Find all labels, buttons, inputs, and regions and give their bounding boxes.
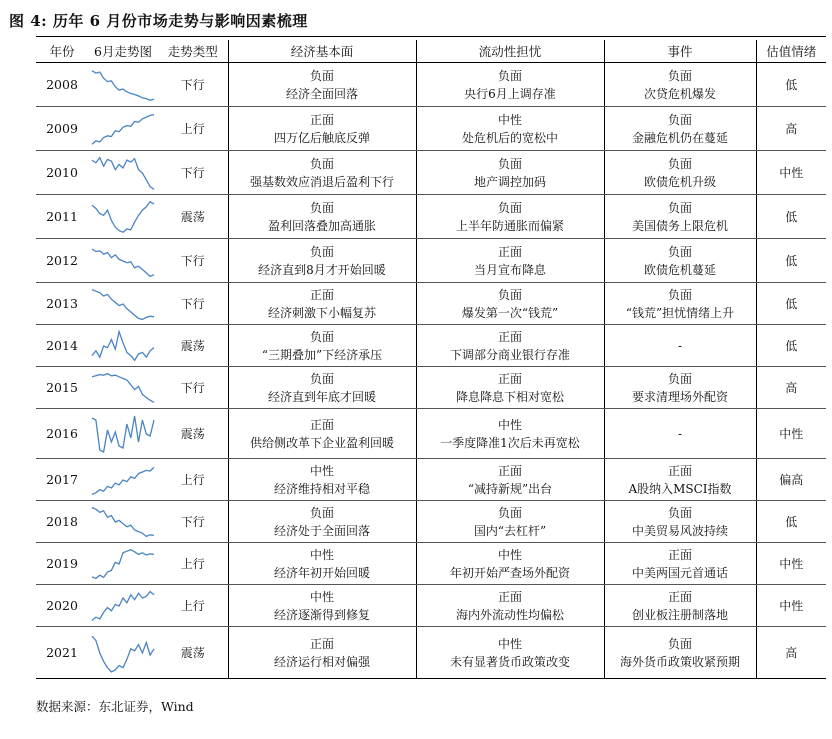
economy-cell-line: 负面 (309, 371, 334, 386)
liquidity-cell (416, 195, 604, 239)
year-cell: 2020 (36, 585, 88, 627)
event-cell (604, 543, 756, 585)
year-cell: 2017 (36, 459, 88, 501)
liquidity-cell-line: 中性 (497, 112, 522, 127)
economy-cell-line: 正面 (309, 287, 334, 302)
liquidity-cell-line: 负面 (497, 68, 522, 83)
economy-cell-line: 经济刺激下小幅复苏 (267, 305, 376, 320)
june-trend-sparkline (90, 328, 156, 364)
economy-cell-line: “三期叠加”下经济承压 (261, 347, 383, 362)
table-row (36, 239, 826, 283)
liquidity-cell-line: 负面 (497, 156, 522, 171)
economy-cell (228, 409, 416, 459)
economy-cell-line: 中性 (309, 463, 334, 478)
economy-cell (228, 543, 416, 585)
sparkline-cell (88, 239, 158, 283)
economy-cell (228, 459, 416, 501)
table-row (36, 459, 826, 501)
event-cell (604, 459, 756, 501)
liquidity-cell (416, 367, 604, 409)
economy-cell (228, 107, 416, 151)
economy-cell-line: 正面 (309, 417, 334, 432)
event-cell-line: 美国债务上限危机 (631, 218, 728, 233)
liquidity-cell-line: 当月宣布降息 (473, 262, 546, 277)
liquidity-cell-line: 上半年防通胀而偏紧 (455, 218, 564, 233)
table-row (36, 501, 826, 543)
economy-cell-line: 经济直到8月才开始回暖 (258, 262, 386, 277)
liquidity-cell-line: 负面 (497, 200, 522, 215)
sparkline-series (92, 201, 154, 232)
event-cell (604, 195, 756, 239)
table-row (36, 325, 826, 367)
valuation-cell: 中性 (756, 409, 826, 459)
event-cell-line: 要求清理场外配资 (631, 389, 728, 404)
table-row (36, 367, 826, 409)
trend-type-cell: 震荡 (158, 325, 228, 367)
valuation-cell: 中性 (756, 543, 826, 585)
liquidity-cell-line: 正面 (497, 371, 522, 386)
event-cell-line: 正面 (667, 589, 692, 604)
year-cell: 2010 (36, 151, 88, 195)
liquidity-cell-line: 降息降息下相对宽松 (455, 389, 564, 404)
sparkline-cell (88, 627, 158, 679)
economy-cell (228, 585, 416, 627)
economy-cell-line: 负面 (309, 329, 334, 344)
economy-cell-line: 负面 (309, 156, 334, 171)
valuation-cell: 低 (756, 63, 826, 107)
event-cell (604, 151, 756, 195)
liquidity-cell-line: 年初开始严查场外配资 (449, 565, 570, 580)
economy-cell-line: 中性 (309, 547, 334, 562)
sparkline-cell (88, 195, 158, 239)
liquidity-cell (416, 543, 604, 585)
valuation-cell: 中性 (756, 585, 826, 627)
june-trend-sparkline (90, 198, 156, 236)
event-cell-line: 负面 (667, 156, 692, 171)
economy-cell-line: 正面 (309, 636, 334, 651)
trend-type-cell: 上行 (158, 585, 228, 627)
economy-cell-line: 强基数效应消退后盈利下行 (249, 174, 394, 189)
figure-title: 图 4: 历年 6 月份市场走势与影响因素梳理 (9, 12, 308, 30)
economy-cell-line: 负面 (309, 505, 334, 520)
liquidity-cell-line: 正面 (497, 463, 522, 478)
year-cell: 2015 (36, 367, 88, 409)
year-cell: 2013 (36, 283, 88, 325)
event-cell-line: 海外货币政策收紧预期 (619, 654, 740, 669)
liquidity-cell-line: 正面 (497, 329, 522, 344)
year-cell: 2012 (36, 239, 88, 283)
liquidity-cell-line: 中性 (497, 417, 522, 432)
sparkline-cell (88, 459, 158, 501)
event-cell-line: - (677, 426, 683, 441)
valuation-cell: 低 (756, 239, 826, 283)
event-cell-line: 负面 (667, 287, 692, 302)
trend-type-cell: 下行 (158, 239, 228, 283)
economy-cell (228, 283, 416, 325)
economy-cell-line: 经济全面回落 (285, 86, 358, 101)
june-trend-sparkline (90, 370, 156, 406)
year-cell: 2018 (36, 501, 88, 543)
trend-factor-table (36, 40, 826, 679)
year-cell: 2021 (36, 627, 88, 679)
liquidity-cell (416, 459, 604, 501)
col-header-trend: 走势类型 (158, 40, 228, 63)
liquidity-cell-line: 负面 (497, 505, 522, 520)
economy-cell-line: 负面 (309, 68, 334, 83)
economy-cell-line: 经济直到年底才回暖 (267, 389, 376, 404)
event-cell (604, 501, 756, 543)
sparkline-series (92, 416, 154, 452)
june-trend-sparkline (90, 504, 156, 540)
june-trend-sparkline (90, 66, 156, 104)
valuation-cell: 低 (756, 325, 826, 367)
economy-cell (228, 325, 416, 367)
col-header-event: 事件 (604, 40, 756, 63)
liquidity-cell-line: 央行6月上调存准 (464, 86, 556, 101)
table-row (36, 283, 826, 325)
trend-type-cell: 下行 (158, 367, 228, 409)
economy-cell-line: 负面 (309, 244, 334, 259)
liquidity-cell-line: 中性 (497, 636, 522, 651)
liquidity-cell (416, 585, 604, 627)
table-row (36, 543, 826, 585)
event-cell-line: 负面 (667, 371, 692, 386)
june-trend-sparkline (90, 286, 156, 322)
table-row (36, 195, 826, 239)
event-cell (604, 409, 756, 459)
sparkline-cell (88, 151, 158, 195)
event-cell (604, 283, 756, 325)
trend-type-cell: 下行 (158, 501, 228, 543)
liquidity-cell (416, 239, 604, 283)
event-cell-line: 次贷危机爆发 (643, 86, 716, 101)
valuation-cell: 偏高 (756, 459, 826, 501)
table-row (36, 409, 826, 459)
event-cell-line: - (677, 338, 683, 353)
event-cell-line: “钱荒”担忧情绪上升 (625, 305, 735, 320)
economy-cell-line: 经济维持相对平稳 (273, 481, 370, 496)
sparkline-series (92, 70, 154, 100)
col-header-liquidity: 流动性担忧 (416, 40, 604, 63)
col-header-valuation: 估值情绪 (756, 40, 826, 63)
trend-type-cell: 上行 (158, 543, 228, 585)
economy-cell-line: 正面 (309, 112, 334, 127)
event-cell-line: 负面 (667, 636, 692, 651)
liquidity-cell (416, 63, 604, 107)
event-cell-line: 负面 (667, 244, 692, 259)
economy-cell-line: 经济年初开始回暖 (273, 565, 370, 580)
event-cell (604, 325, 756, 367)
june-trend-sparkline (90, 630, 156, 676)
sparkline-cell (88, 585, 158, 627)
liquidity-cell-line: 未有显著货币政策改变 (449, 654, 570, 669)
june-trend-sparkline (90, 412, 156, 456)
event-cell (604, 585, 756, 627)
year-cell: 2011 (36, 195, 88, 239)
liquidity-cell (416, 151, 604, 195)
year-cell: 2019 (36, 543, 88, 585)
economy-cell (228, 501, 416, 543)
event-cell-line: 金融危机仍在蔓延 (631, 130, 728, 145)
event-cell-line: 欧债危机升级 (643, 174, 716, 189)
liquidity-cell-line: 爆发第一次“钱荒” (461, 305, 559, 320)
economy-cell-line: 经济逐渐得到修复 (273, 607, 370, 622)
trend-type-cell: 下行 (158, 151, 228, 195)
col-header-economy: 经济基本面 (228, 40, 416, 63)
sparkline-cell (88, 409, 158, 459)
sparkline-series (92, 467, 154, 494)
sparkline-series (92, 331, 154, 360)
liquidity-cell (416, 283, 604, 325)
economy-cell (228, 63, 416, 107)
trend-type-cell: 震荡 (158, 627, 228, 679)
valuation-cell: 中性 (756, 151, 826, 195)
event-cell-line: 创业板注册制落地 (631, 607, 728, 622)
sparkline-cell (88, 501, 158, 543)
valuation-cell: 高 (756, 107, 826, 151)
event-cell-line: 负面 (667, 200, 692, 215)
valuation-cell: 低 (756, 501, 826, 543)
event-cell (604, 239, 756, 283)
liquidity-cell (416, 107, 604, 151)
liquidity-cell-line: 下调部分商业银行存准 (449, 347, 570, 362)
economy-cell-line: 盈利回落叠加高通胀 (267, 218, 376, 233)
trend-type-cell: 下行 (158, 63, 228, 107)
economy-cell-line: 中性 (309, 589, 334, 604)
liquidity-cell-line: 一季度降准1次后未再宽松 (440, 435, 580, 450)
header-row (36, 40, 826, 63)
sparkline-series (92, 157, 154, 189)
sparkline-cell (88, 543, 158, 585)
june-trend-sparkline (90, 110, 156, 148)
june-trend-sparkline (90, 546, 156, 582)
economy-cell (228, 367, 416, 409)
event-cell (604, 63, 756, 107)
valuation-cell: 高 (756, 367, 826, 409)
event-cell-line: 中美贸易风波持续 (631, 523, 728, 538)
event-cell (604, 107, 756, 151)
event-cell-line: 正面 (667, 463, 692, 478)
col-header-year: 年份 (36, 40, 88, 63)
economy-cell-line: 四万亿后触底反弹 (273, 130, 370, 145)
economy-cell (228, 151, 416, 195)
liquidity-cell-line: 正面 (497, 589, 522, 604)
trend-type-cell: 下行 (158, 283, 228, 325)
june-trend-sparkline (90, 242, 156, 280)
economy-cell-line: 经济运行相对偏强 (273, 654, 370, 669)
valuation-cell: 低 (756, 283, 826, 325)
event-cell-line: 正面 (667, 547, 692, 562)
sparkline-series (92, 636, 154, 672)
table-row (36, 151, 826, 195)
sparkline-series (92, 249, 154, 276)
june-trend-sparkline (90, 154, 156, 192)
sparkline-series (92, 289, 154, 319)
liquidity-cell (416, 501, 604, 543)
table-row (36, 107, 826, 151)
liquidity-cell-line: 负面 (497, 287, 522, 302)
year-cell: 2016 (36, 409, 88, 459)
trend-type-cell: 上行 (158, 459, 228, 501)
data-source-note: 数据来源：东北证券，Wind (36, 699, 194, 714)
valuation-cell: 低 (756, 195, 826, 239)
liquidity-cell-line: 海内外流动性均偏松 (455, 607, 564, 622)
sparkline-series (92, 549, 154, 578)
table-row (36, 63, 826, 107)
trend-type-cell: 上行 (158, 107, 228, 151)
table-row (36, 627, 826, 679)
sparkline-cell (88, 283, 158, 325)
sparkline-series (92, 507, 154, 536)
event-cell-line: 负面 (667, 112, 692, 127)
june-trend-sparkline (90, 462, 156, 498)
economy-cell (228, 627, 416, 679)
liquidity-cell-line: 正面 (497, 244, 522, 259)
event-cell-line: 欧债危机蔓延 (643, 262, 716, 277)
sparkline-series (92, 114, 154, 144)
liquidity-cell-line: 处危机后的宽松中 (461, 130, 558, 145)
liquidity-cell-line: 中性 (497, 547, 522, 562)
liquidity-cell-line: 地产调控加码 (473, 174, 546, 189)
economy-cell-line: 经济处于全面回落 (273, 523, 370, 538)
sparkline-cell (88, 367, 158, 409)
sparkline-cell (88, 325, 158, 367)
event-cell-line: 中美两国元首通话 (631, 565, 728, 580)
june-trend-sparkline (90, 588, 156, 624)
economy-cell-line: 供给侧改革下企业盈利回暖 (249, 435, 394, 450)
trend-type-cell: 震荡 (158, 409, 228, 459)
sparkline-series (92, 591, 154, 620)
trend-type-cell: 震荡 (158, 195, 228, 239)
year-cell: 2014 (36, 325, 88, 367)
liquidity-cell (416, 409, 604, 459)
economy-cell (228, 239, 416, 283)
sparkline-cell (88, 63, 158, 107)
economy-cell (228, 195, 416, 239)
year-cell: 2009 (36, 107, 88, 151)
event-cell-line: 负面 (667, 505, 692, 520)
year-cell: 2008 (36, 63, 88, 107)
valuation-cell: 高 (756, 627, 826, 679)
table-row (36, 585, 826, 627)
event-cell (604, 627, 756, 679)
event-cell-line: 负面 (667, 68, 692, 83)
event-cell-line: A股纳入MSCI指数 (628, 481, 732, 496)
liquidity-cell-line: 国内“去杠杆” (473, 523, 547, 538)
table-top-rule (36, 36, 826, 37)
sparkline-series (92, 373, 154, 402)
liquidity-cell (416, 627, 604, 679)
liquidity-cell-line: “减持新规”出台 (467, 481, 553, 496)
liquidity-cell (416, 325, 604, 367)
economy-cell-line: 负面 (309, 200, 334, 215)
event-cell (604, 367, 756, 409)
sparkline-cell (88, 107, 158, 151)
col-header-chart: 6月走势图 (88, 40, 158, 63)
